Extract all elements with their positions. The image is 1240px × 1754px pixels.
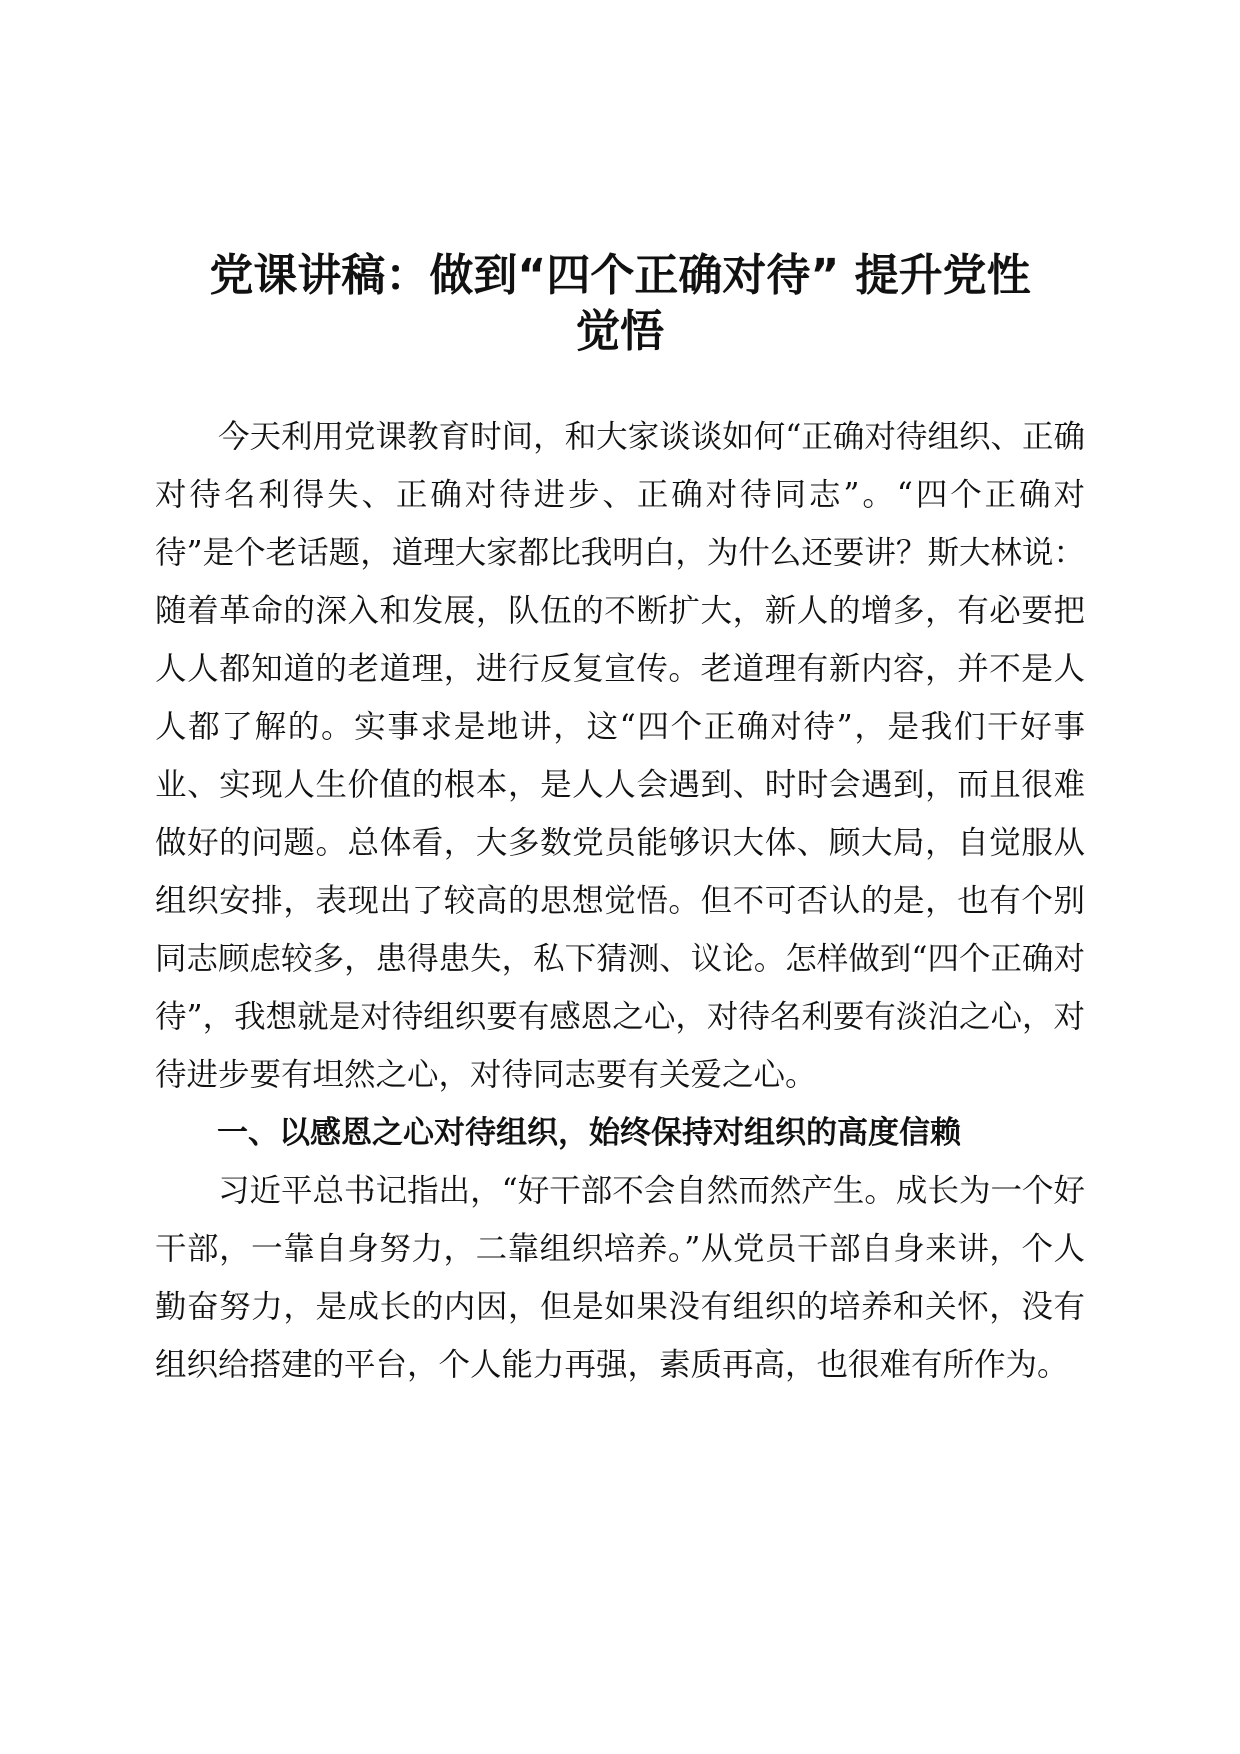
title-line-1: 党课讲稿：做到“四个正确对待” 提升党性	[209, 250, 1031, 301]
document-title	[150, 248, 1090, 360]
intro-paragraph: 今天利用党课教育时间，和大家谈谈如何“正确对待组织、正确对待名利得失、正确对待进步、正确对待同志”。“四个正确对待”是个老话题，道理大家都比我明白，为什么还要讲？斯大林说：随着革命的深入和发展，队伍的不断扩大，新人的增多，有必要把人人都知道的老道理，进行反复宣传。老道理有新内容，并不是人人都了解的。实事求是地讲，这“四个正确对待”，是我们干好事业、实现人生价值的根本，是人人会遇到、时时会遇到，而且很难做好的问题。总体看，大多数党员能够识大体、顾大局，自觉服从组织安排，表现出了较高的思想觉悟。但不可否认的是，也有个别同志顾虑较多，患得患失，私下猜测、议论。怎样做到“四个正确对待”，我想就是对待组织要有感恩之心，对待名利要有淡泊之心，对待进步要有坦然之心，对待同志要有关爱之心。	[155, 419, 1085, 1093]
document-body	[155, 408, 1085, 1394]
title-line-2: 觉悟	[576, 306, 664, 357]
section-1-paragraph: 习近平总书记指出，“好干部不会自然而然产生。成长为一个好干部，一靠自身努力，二靠组织培养。”从党员干部自身来讲，个人勤奋努力，是成长的内因，但是如果没有组织的培养和关怀，没有组织给搭建的平台，个人能力再强，素质再高，也很难有所作为。	[155, 1173, 1085, 1383]
section-heading-1: 一、以感恩之心对待组织，始终保持对组织的高度信赖	[217, 1115, 961, 1151]
